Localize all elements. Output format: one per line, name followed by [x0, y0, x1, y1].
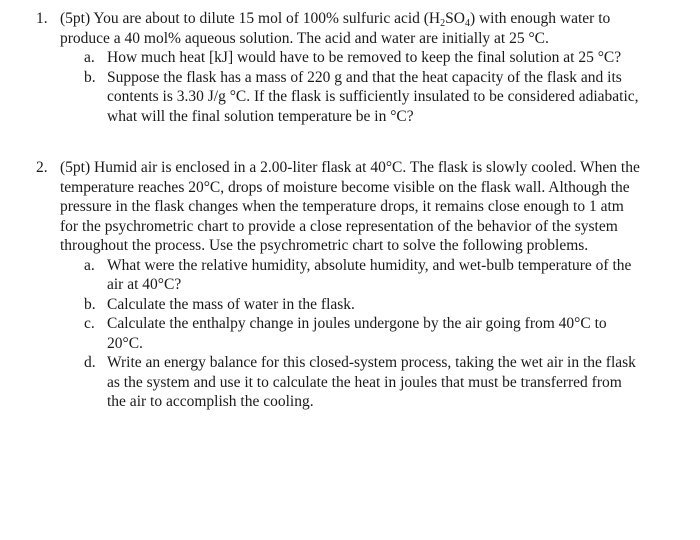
sub-question-letter: a. — [84, 49, 95, 66]
sub-question-letter: d. — [84, 354, 96, 371]
statement-line: throughout the process. Use the psychrometric chart to solve the following problems. — [60, 237, 589, 254]
sub-question-letter: c. — [84, 315, 95, 332]
statement-line: for the psychrometric chart to provide a close representation of the behavior of the system — [60, 217, 618, 235]
sub-question-text: Suppose the flask has a mass of 220 g and that the heat capacity of the flask and its contents is 3.30 J/g °C. If the flask is sufficiently insulated to be considered adiabatic, what will the final solution temperature be in °C? — [107, 68, 639, 125]
statement-line: produce a 40 mol% aqueous solution. The acid and water are initially at 25 °C. — [60, 29, 549, 47]
sub-question-text: What were the relative humidity, absolute humidity, and wet-bulb temperature of the air at 40°C? — [107, 256, 632, 293]
statement-line: (5pt) Humid air is enclosed in a 2.00-liter flask at 40°C. The flask is slowly cooled. When the — [60, 159, 640, 176]
statement-line: (5pt) You are about to dilute 15 mol of 100% sulfuric acid $(H_2SO_4)$ with enough water to — [60, 10, 611, 29]
statement-line: temperature reaches 20°C, drops of moisture become visible on the flask wall. Although the — [60, 178, 630, 196]
problem-statement — [60, 9, 670, 48]
sub-question-text: Write an energy balance for this closed-system process, taking the wet air in the flask as the system and use it to calculate the heat in joules that must be transferred from the air to accomplish the cooling. — [107, 354, 636, 410]
sub-question-letter: a. — [84, 256, 95, 274]
sub-question-letter: b. — [84, 295, 96, 313]
sub-question-text: How much heat [kJ] would have to be removed to keep the final solution at 25 °C? — [107, 49, 622, 66]
problem-statement — [60, 158, 670, 256]
statement-line: pressure in the flask changes when the temperature drops, it remains close enough to 1 atm — [60, 198, 624, 215]
sub-question-letter: b. — [84, 68, 96, 86]
problem-number: 2. — [36, 159, 48, 176]
sub-question-text: Calculate the enthalpy change in joules undergone by the air going from 40°C to 20°C. — [107, 315, 607, 352]
sub-question-text: Calculate the mass of water in the flask. — [107, 295, 355, 313]
problem-number: 1. — [36, 10, 48, 27]
